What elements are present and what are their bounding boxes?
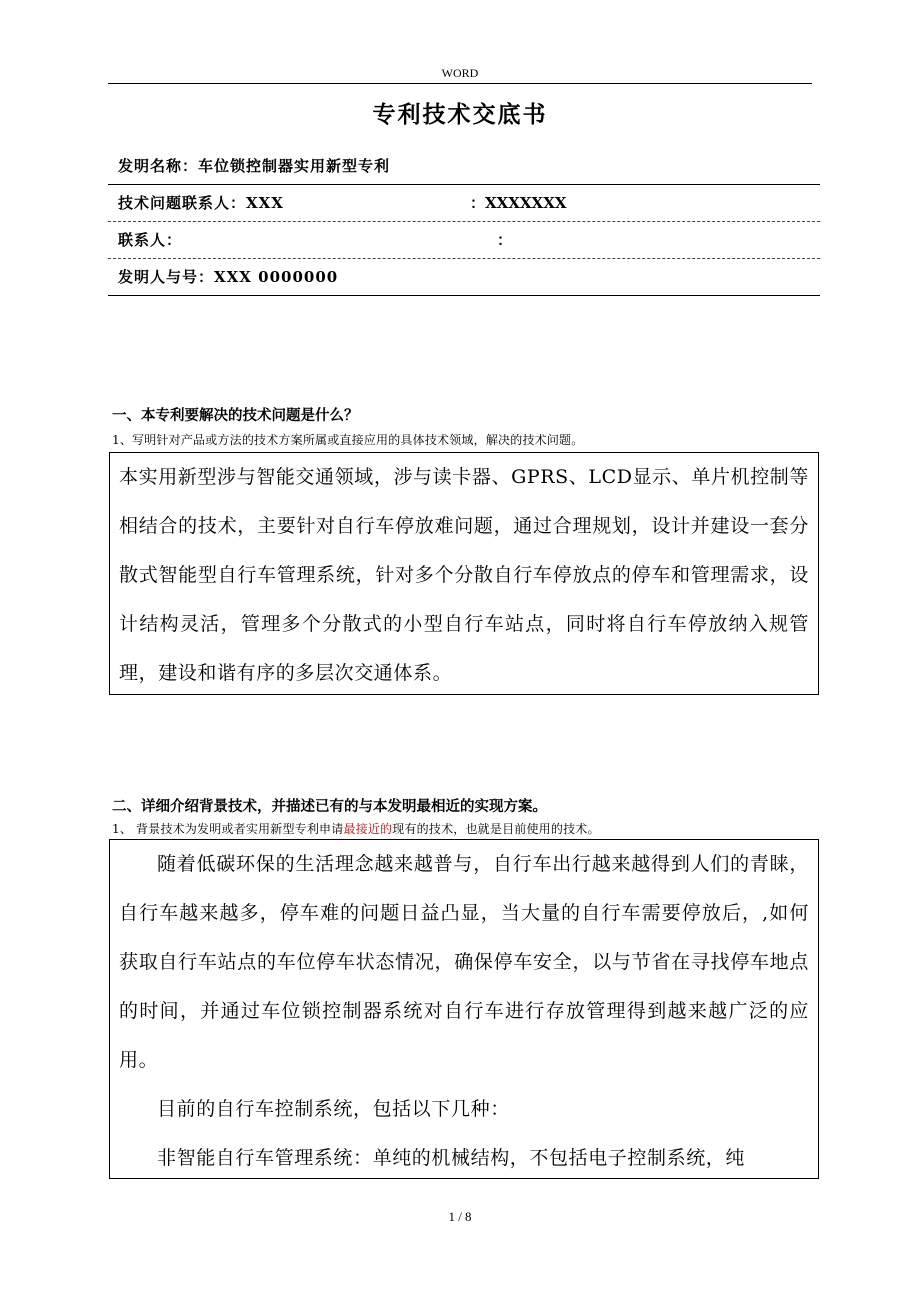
info-rule-3 [108,258,820,259]
section2-para2: 目前的自行车控制系统，包括以下几种： [157,1098,510,1120]
section2-para3: 非智能自行车管理系统：单纯的机械结构，不包括电子控制系统，纯 [157,1147,746,1169]
section2-note-after: 现有的技术，也就是目前使用的技术。 [392,822,600,836]
section2-heading: 二、详细介绍背景技术，并描述已有的与本发明最相近的实现方案。 [112,798,547,815]
header-rule [108,83,812,84]
info-rule-4 [108,295,820,296]
page-header: WORD [441,66,479,80]
contact-phone: ： [497,231,513,249]
info-rule-1 [108,184,820,185]
info-rule-2 [108,221,820,222]
section2-para1: 随着低碳环保的生活理念越来越普与，自行车出行越来越得到人们的青睐，自行车越来越多，停车难的问题日益凸显，当大量的自行车需要停放后，,如何获取自行车站点的车位停车状态情况，确保停车安全，以与节省在寻找停车地点的时间，并通过车位锁控制器系统对自行车进行存放管理得到越来越广泛的应用。 [119,853,809,1071]
page-number: 1 / 8 [448,1209,472,1224]
section1-heading: 一、本专利要解决的技术问题是什么？ [112,407,359,424]
contact: 联系人： [118,231,183,249]
section2-note-highlight: 最接近的 [343,822,393,836]
section1-answer-box [109,452,819,695]
section1-note: 1、写明针对产品或方法的技术方案所属或直接应用的具体技术领域，解决的技术问题。 [112,433,584,447]
section1-body: 本实用新型涉与智能交通领域，涉与读卡器、GPRS、LCD显示、单片机控制等相结合的技术，主要针对自行车停放难问题，通过合理规划，设计并建设一套分散式智能型自行车管理系统，针对多个分散自行车停放点的停车和管理需求，设计结构灵活，管理多个分散式的小型自行车站点，同时将自行车停放纳入规管理，建设和谐有序的多层次交通体系。 [119,466,809,684]
tech-contact: 技术问题联系人：XXX [118,194,284,212]
inventor: 发明人与号：XXX 0000000 [118,268,339,286]
invention-name: 发明名称：车位锁控制器实用新型专利 [118,157,391,175]
tech-contact-phone: ：XXXXXXX [470,194,567,212]
section2-note [112,820,600,837]
document-title: 专利技术交底书 [372,101,548,128]
section2-note-before: 1、 背景技术为发明或者实用新型专利申请 [112,822,344,836]
section2-answer-box [109,839,819,1179]
